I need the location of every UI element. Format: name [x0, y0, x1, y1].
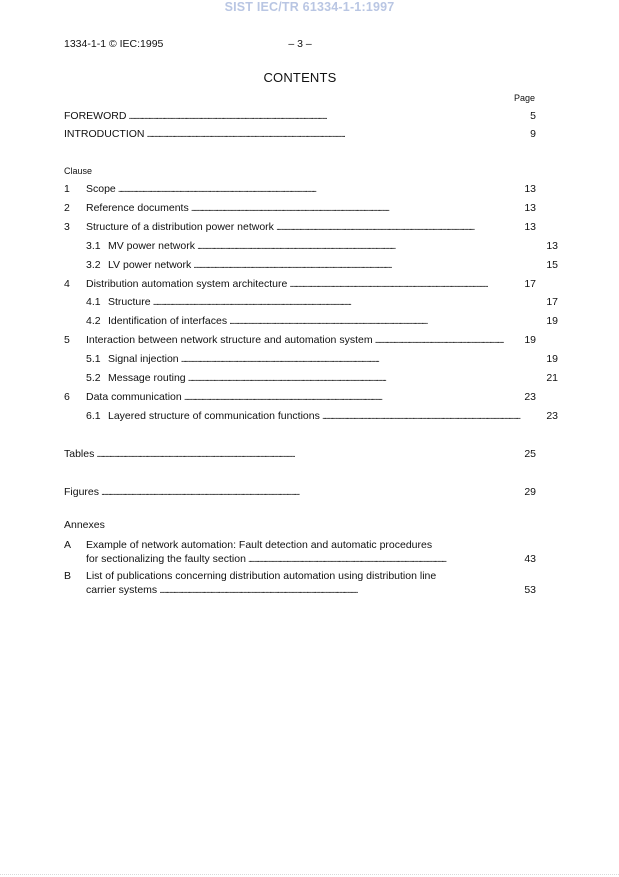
toc-entry-clause-1[interactable]	[64, 181, 536, 197]
toc-entry-number: 4.2	[86, 315, 101, 327]
dot-leader	[96, 447, 504, 463]
dot-leader	[101, 485, 504, 501]
toc-entry-page: 43	[524, 553, 536, 565]
toc-entry-label: Data communication	[86, 391, 182, 403]
toc-entry-label-continued: carrier systems	[86, 584, 158, 596]
toc-entry-number: A	[64, 539, 72, 551]
header-page-number: – 3 –	[288, 38, 312, 50]
toc-entry-number: 5.1	[86, 353, 101, 365]
dot-leader	[229, 314, 526, 330]
toc-entry-page: 23	[524, 391, 536, 403]
toc-entry-number: 5	[64, 334, 70, 346]
toc-entry-foreword[interactable]	[64, 108, 536, 124]
toc-entry-clause-5-2[interactable]	[64, 370, 558, 386]
toc-entry-clause-3[interactable]	[64, 219, 536, 235]
toc-entry-number: 1	[64, 183, 70, 195]
toc-entry-clause-4[interactable]	[64, 276, 536, 292]
toc-entry-page: 13	[546, 240, 558, 252]
toc-entry-clause-2[interactable]	[64, 200, 536, 216]
toc-entry-number: 3.1	[86, 240, 101, 252]
dot-leader	[118, 182, 504, 198]
toc-entry-clause-5[interactable]	[64, 332, 536, 348]
toc-entry-clause-3-2[interactable]	[64, 257, 558, 273]
dot-leader	[188, 371, 526, 387]
toc-entry-label: Scope	[86, 183, 116, 195]
toc-entry-page: 53	[524, 584, 536, 596]
toc-entry-clause-6-1[interactable]	[64, 408, 558, 424]
toc-entry-figures[interactable]	[64, 484, 536, 500]
toc-entry-clause-4-1[interactable]	[64, 294, 558, 310]
dot-leader	[181, 352, 526, 368]
toc-entry-label: FOREWORD	[64, 110, 127, 122]
page-column-label: Page	[514, 93, 536, 103]
toc-entry-label: Interaction between network structure and automation system	[86, 334, 373, 346]
dot-leader	[159, 584, 504, 598]
clause-label: Clause	[64, 166, 93, 176]
toc-entry-label: LV power network	[108, 259, 192, 271]
toc-entry-annex-a[interactable]	[64, 538, 536, 568]
toc-entry-introduction[interactable]	[64, 126, 536, 142]
toc-entry-number: 2	[64, 202, 70, 214]
toc-entry-page: 19	[524, 334, 536, 346]
toc-entry-label: Structure	[108, 296, 151, 308]
toc-entry-label: Tables	[64, 448, 95, 460]
toc-entry-number: 6.1	[86, 410, 101, 422]
toc-entry-label: Distribution automation system architecture	[86, 278, 288, 290]
toc-entry-number: 6	[64, 391, 70, 403]
dot-leader	[147, 127, 505, 143]
toc-entry-page: 13	[524, 202, 536, 214]
toc-entry-label: MV power network	[108, 240, 195, 252]
toc-entry-label: Layered structure of communication functions	[108, 410, 320, 422]
toc-entry-number: 3.2	[86, 259, 101, 271]
toc-entry-page: 9	[530, 128, 536, 140]
dot-leader	[276, 220, 504, 236]
dot-leader	[191, 201, 504, 217]
toc-entry-page: 19	[546, 315, 558, 327]
watermark: SIST IEC/TR 61334-1-1:1997	[224, 0, 395, 14]
toc-entry-clause-4-2[interactable]	[64, 313, 558, 329]
toc-entry-page: 25	[524, 448, 536, 460]
page-bottom-edge	[0, 874, 619, 876]
toc-entry-page: 19	[546, 353, 558, 365]
dot-leader	[289, 277, 504, 293]
toc-entry-page: 23	[546, 410, 558, 422]
toc-entry-page: 29	[524, 486, 536, 498]
toc-entry-page: 13	[524, 221, 536, 233]
dot-leader	[153, 295, 526, 311]
toc-entry-label: Identification of interfaces	[108, 315, 228, 327]
toc-entry-number: B	[64, 570, 72, 582]
dot-leader	[197, 239, 526, 255]
toc-entry-number: 4	[64, 278, 70, 290]
toc-entry-label: Signal injection	[108, 353, 179, 365]
header-document-id: 1334-1-1 © IEC:1995	[64, 38, 164, 50]
toc-entry-label: List of publications concerning distribution automation using distribution line	[86, 570, 437, 582]
toc-entry-page: 21	[546, 372, 558, 384]
dot-leader	[248, 553, 504, 567]
toc-entry-label: Figures	[64, 486, 100, 498]
toc-entry-label: INTRODUCTION	[64, 128, 145, 140]
toc-entry-annex-b[interactable]	[64, 569, 536, 599]
toc-entry-label: Example of network automation: Fault detection and automatic procedures	[86, 539, 433, 551]
toc-entry-number: 4.1	[86, 296, 101, 308]
annexes-label: Annexes	[64, 519, 105, 531]
page-title: CONTENTS	[263, 70, 337, 85]
toc-entry-label: Message routing	[108, 372, 186, 384]
toc-entry-number: 5.2	[86, 372, 101, 384]
toc-entry-number: 3	[64, 221, 70, 233]
toc-entry-clause-6[interactable]	[64, 389, 536, 405]
toc-entry-tables[interactable]	[64, 446, 536, 462]
toc-entry-label-continued: for sectionalizing the faulty section	[86, 553, 246, 565]
dot-leader	[375, 333, 504, 349]
toc-entry-page: 13	[524, 183, 536, 195]
dot-leader	[322, 409, 526, 425]
dot-leader	[184, 390, 504, 406]
dot-leader	[193, 258, 526, 274]
toc-entry-page: 5	[530, 110, 536, 122]
toc-entry-page: 15	[546, 259, 558, 271]
toc-entry-page: 17	[546, 296, 558, 308]
toc-entry-label: Reference documents	[86, 202, 189, 214]
toc-entry-clause-3-1[interactable]	[64, 238, 558, 254]
toc-entry-label: Structure of a distribution power network	[86, 221, 274, 233]
toc-entry-clause-5-1[interactable]	[64, 351, 558, 367]
toc-entry-page: 17	[524, 278, 536, 290]
dot-leader	[128, 109, 504, 125]
